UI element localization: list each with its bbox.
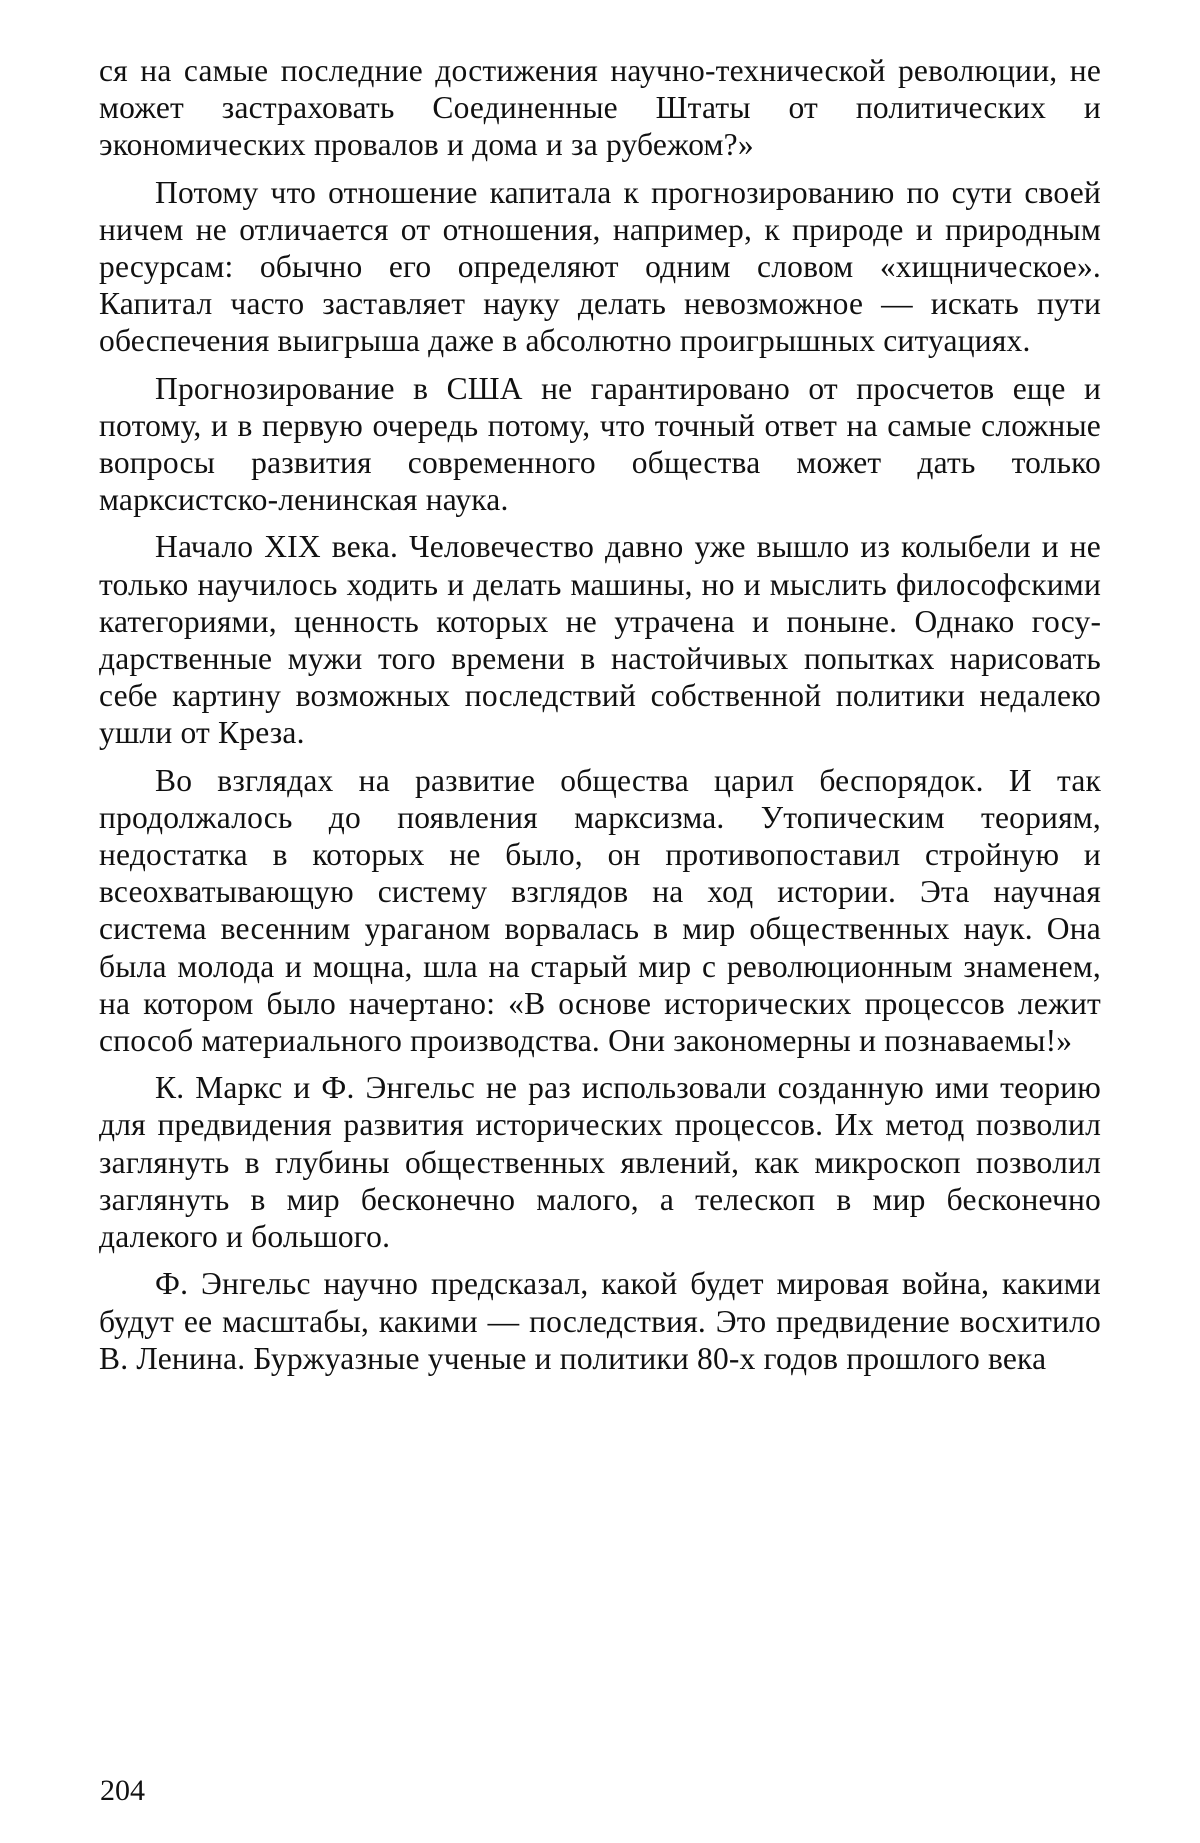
body-text — [99, 52, 1101, 1377]
paragraph: Прогнозирование в США не гарантировано от просчетов еще и потому, и в первую очередь потому, что точный ответ на самые сложные вопросы развития современного общества может дать только марксистско-ленинская наука. — [99, 370, 1101, 518]
paragraph: Во взглядах на развитие общества царил беспорядок. И так продолжалось до появления марксизма. Утопическим теориям, недостатка в которых не было, он противопоставил стройную и всеохватывающую систему взглядов на ход истории. Эта научная система весенним ураганом ворвалась в мир общественных наук. Она была молода и мощна, шла на старый мир с революционным знаменем, на котором было начертано: «В основе исторических процессов лежит способ материального производства. Они закономерны и познаваемы!» — [99, 762, 1101, 1059]
paragraph-continuation: ся на самые последние достижения научно-технической революции, не может застраховать Соединенные Штаты от политических и экономических провалов и дома и за рубежом?» — [99, 53, 1101, 163]
paragraph: Ф. Энгельс научно предсказал, какой будет мировая война, какими будут ее масштабы, какими — последствия. Это предвидение восхитило В. Ленина. Буржуазные ученые и политики 80-х годов прошлого века — [99, 1266, 1101, 1376]
paragraph: К. Маркс и Ф. Энгельс не раз использовали созданную ими теорию для предвидения развития исторических процессов. Их метод позволил заглянуть в глубины общественных явлений, как микроскоп позволил заглянуть в мир бесконечно малого, а телескоп в мир бесконечно далекого и большого. — [99, 1070, 1101, 1255]
paragraph: Начало XIX века. Человечество давно уже вышло из колыбели и не только научилось ходить и делать машины, но и мыслить философскими категориями, ценность которых не утрачена и поныне. Однако государственные мужи того времени в настойчивых попытках нарисовать себе картину возможных последствий собственной политики недалеко ушли от Креза. — [99, 529, 1101, 751]
page-number: 204 — [100, 1774, 145, 1807]
paragraph: Потому что отношение капитала к прогнозированию по сути своей ничем не отличается от отношения, например, к природе и природным ресурсам: обычно его определяют одним словом «хищническое». Капитал часто заставляет науку делать невозможное — искать пути обеспечения выигрыша даже в абсолютно проигрышных ситуациях. — [99, 174, 1101, 359]
